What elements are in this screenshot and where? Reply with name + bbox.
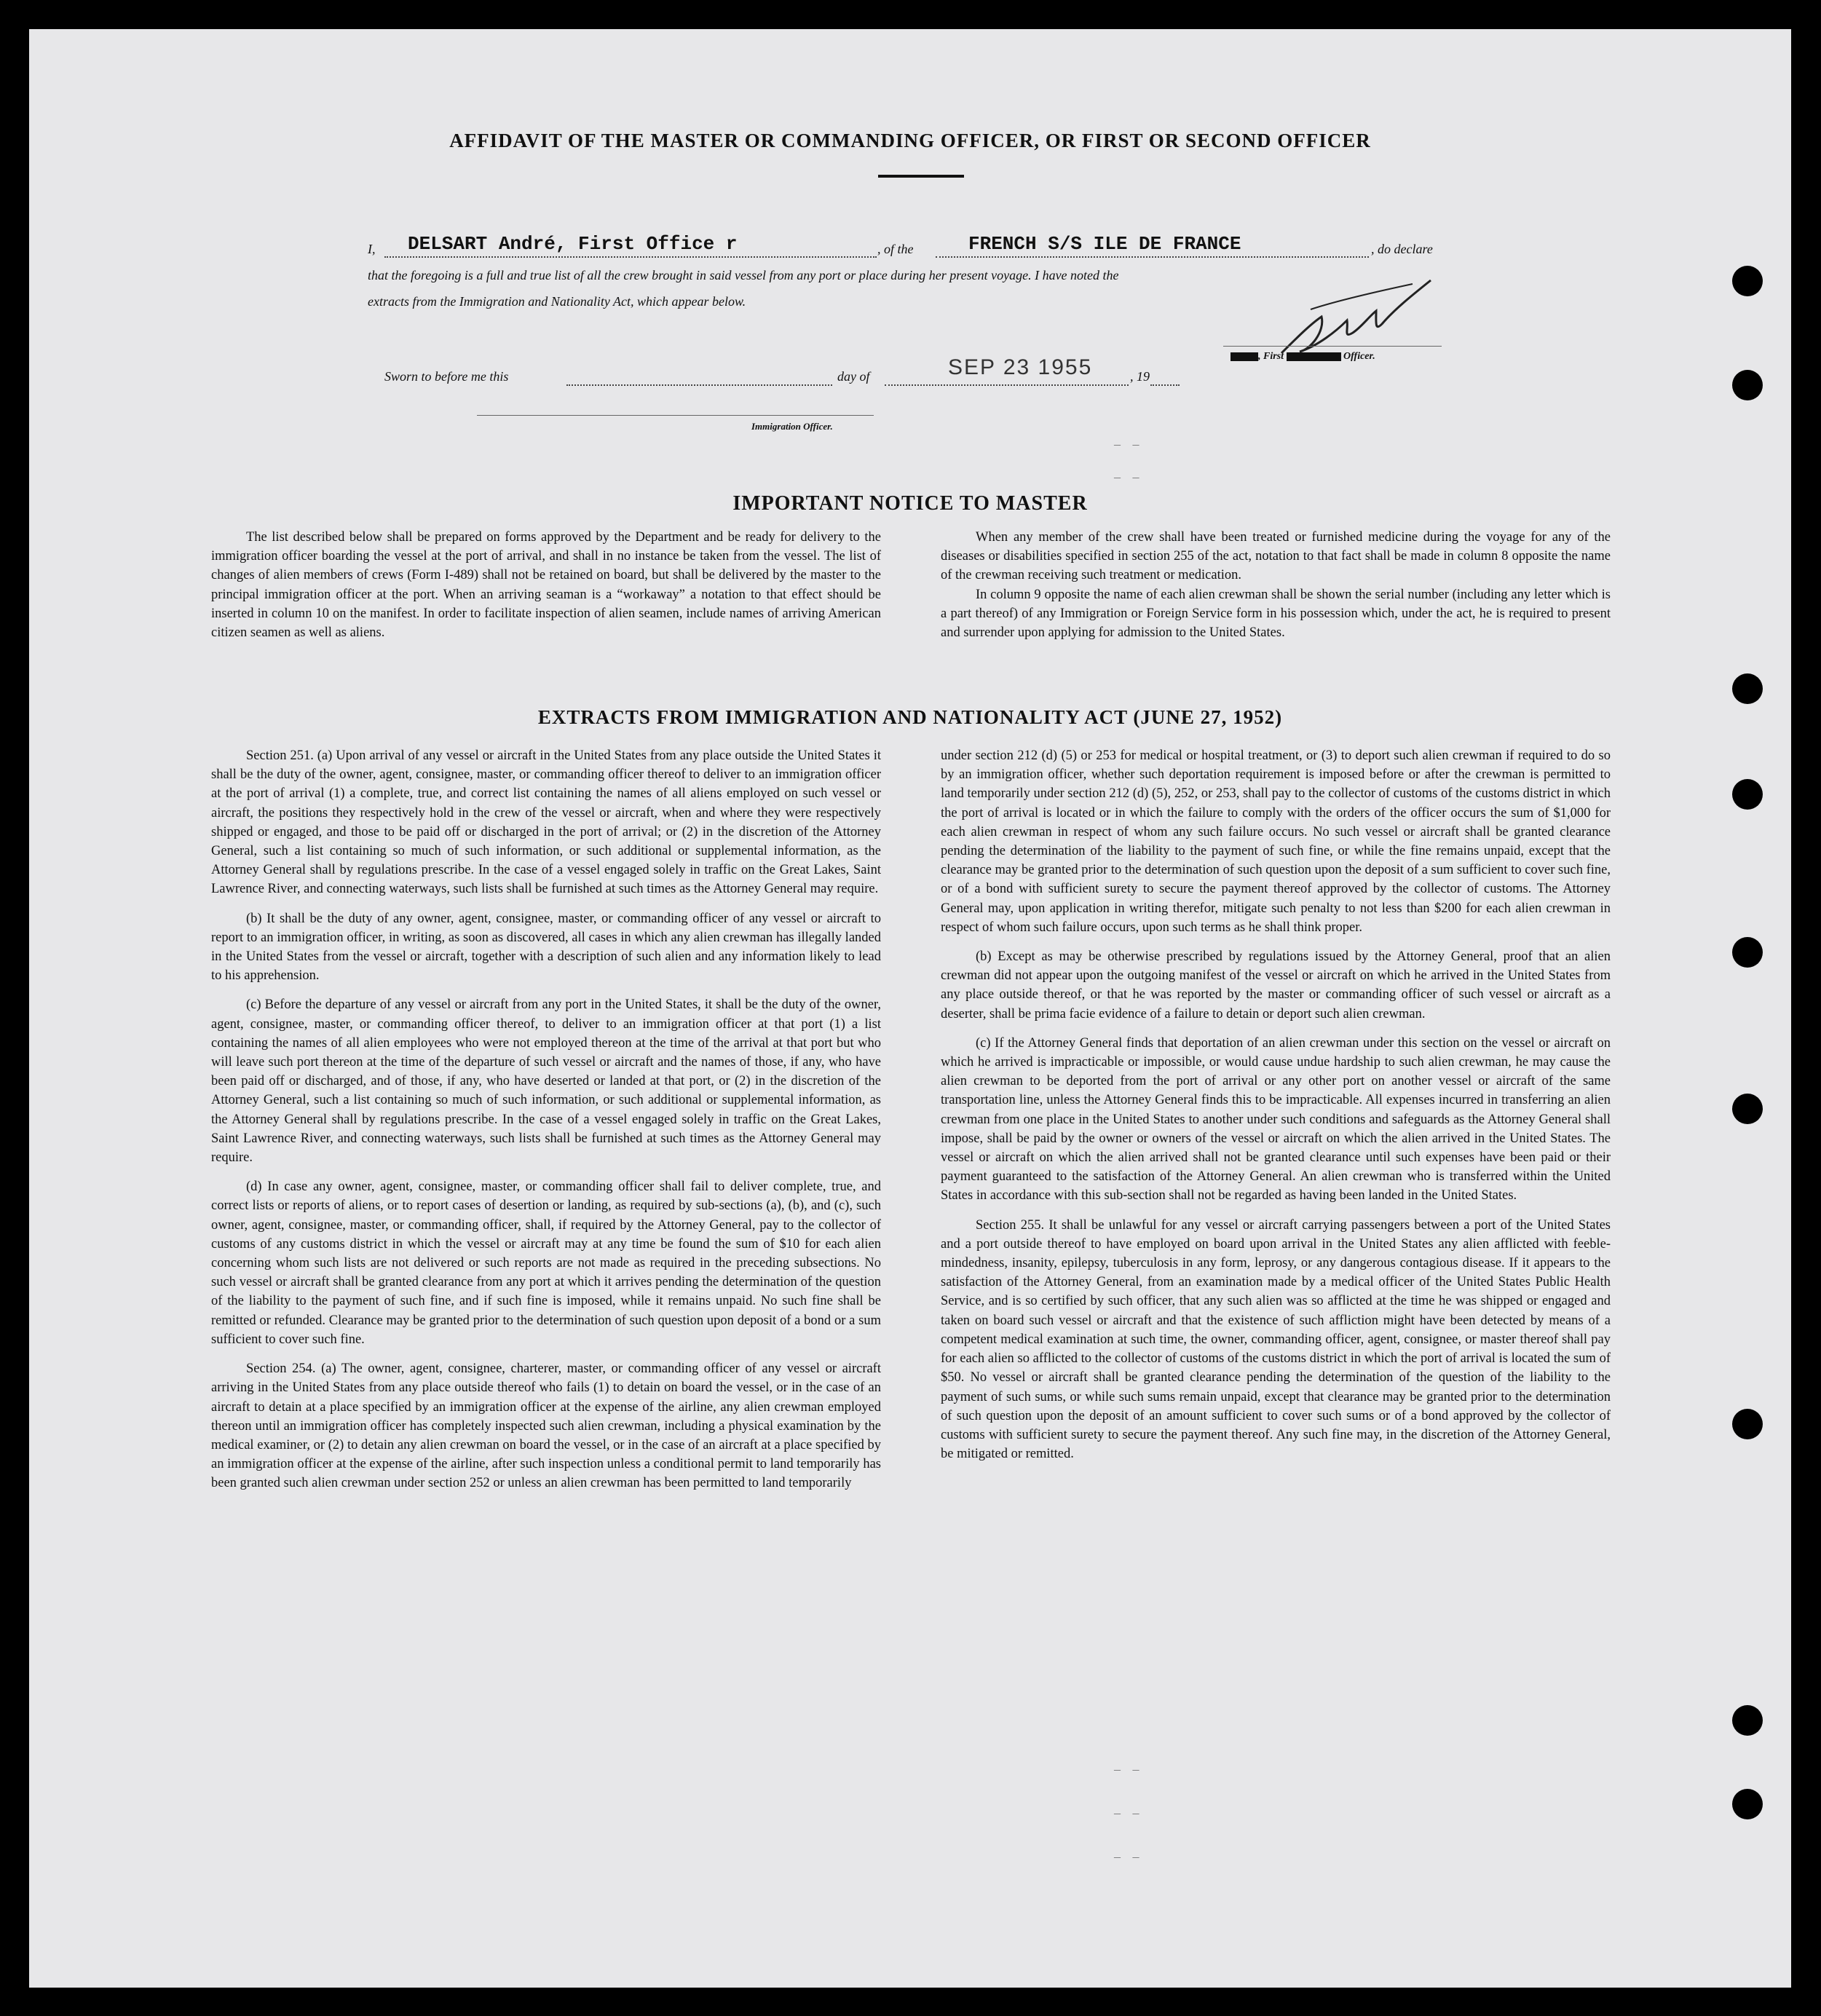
sworn-label: Sworn to before me this: [384, 369, 509, 384]
affidavit-title: AFFIDAVIT OF THE MASTER OR COMMANDING OFFICER, OR FIRST OR SECOND OFFICER: [449, 130, 1371, 151]
vessel-line: [936, 256, 1369, 258]
binder-hole: [1732, 937, 1763, 968]
officer-caption-end: Officer.: [1343, 351, 1375, 362]
section-254c: (c) If the Attorney General finds that deportation of an alien crewman under this section on the vessel or aircraft on which he arrived is impracticable or impossible, or would cause undue hardship to such alien crewman, he may cause the alien crewman to be deported from the port of arrival or any other port on another vessel or aircraft of the same transportation line, unless the Attorney General finds this to be impracticable. All expenses incurred in transferring an alien crewman from one place in the United States to another under such conditions and safeguards as the Attorney General shall impose, shall be paid by the owner or owners of the vessel or aircraft on which the alien arrived in the United States. The vessel or aircraft on which the alien arrived shall not be granted clearance until such expenses have been paid or their payment guaranteed to the satisfaction of the Attorney General. An alien crewman who is transferred within the United States in accordance with this sub-section shall not be regarded as having been landed in the United States.: [941, 1035, 1611, 1203]
declarant-name: DELSART André, First Office r: [408, 233, 738, 255]
binder-hole: [1732, 370, 1763, 400]
i-label: I,: [368, 242, 376, 256]
extracts-left-column: [211, 746, 881, 1503]
notice-right-column: [941, 528, 1611, 652]
extracts-title: EXTRACTS FROM IMMIGRATION AND NATIONALITY ACT (JUNE 27, 1952): [537, 706, 1283, 728]
scan-artifact: – –: [1114, 1806, 1144, 1820]
scan-artifact: – –: [1114, 1762, 1144, 1776]
section-251c: (c) Before the departure of any vessel or aircraft from any port in the United States, it shall be the duty of the owner, agent, consignee, master, or commanding officer thereof, to deliver to an immigration officer at that port (1) a list containing the names of all alien employees who were not employed thereon at the time of the arrival at that port but who will leave such port thereon at the time of the departure of such vessel or aircraft and the names of those, if any, who have been paid off or discharged, and of those, if any, who have deserted or landed at that port, or (2) in the discretion of the Attorney General, such a list containing so much of such information, or such additional or supplemental information, as the Attorney General shall by regulations prescribe. In the case of a vessel engaged solely in traffic on the Great Lakes, Saint Lawrence River, and connecting waterways, such lists shall be furnished at such times as the Attorney General may require.: [211, 997, 881, 1166]
date-stamp: SEP 23 1955: [948, 355, 1093, 379]
section-254b: (b) Except as may be otherwise prescribed by regulations issued by the Attorney General, proof that an alien crewman did not appear upon the outgoing manifest of the vessel or aircraft on which he arrived in the United States from any place outside thereof, or that he was reported by the master or commanding officer of such vessel or aircraft as a deserter, shall be prima facie evidence of a failure to detain or deport such alien crewman.: [941, 949, 1611, 1021]
signature-line: [1223, 346, 1442, 347]
notice-left-paragraph: The list described below shall be prepared on forms approved by the Department and be ready for delivery to the immigration officer boarding the vessel at the port of arrival, and shall in no instance be taken from the vessel. The list of changes of alien members of crews (Form I-489) shall not be retained on board, but shall be delivered by the master to the principal immigration officer at the port. When an arriving seaman is a “workaway” a notation to that effect should be inserted in column 10 on the manifest. In order to facilitate inspection of alien seamen, include names of arriving American citizen seamen as well as aliens.: [211, 530, 881, 641]
declarant-line: [384, 256, 877, 258]
declaration-line-1: that the foregoing is a full and true list of all the crew brought in said vessel from any port or place during her present voyage. I have noted the: [368, 268, 1119, 282]
binder-hole: [1732, 779, 1763, 810]
year-line: [1150, 384, 1180, 386]
section-254a-continued: under section 212 (d) (5) or 253 for medical or hospital treatment, or (3) to deport such alien crewman if required to do so by an immigration officer, whether such deportation requirement is imposed before or after the crewman is permitted to land temporarily under section 212 (d) (5), 252, or 253, shall pay to the collector of customs of the customs district in which the port of arrival is located or in which the failure to comply with the orders of the officer occurs the sum of $1,000 for each alien crewman in respect of whom any such failure occurs. No such vessel or aircraft shall be granted clearance pending the determination of the liability to the payment of such fine, or while the fine remains unpaid, except that the clearance may be granted prior to the determination of such question upon the deposit of a sum sufficient to cover such fine, or of a bond with sufficient surety to secure the payment thereof approved by the collector of customs. The Attorney General may, upon application in writing therefor, mitigate such penalty to not less than $200 for each alien crewman in respect of whom such failure occurs, upon such terms as he shall think proper.: [941, 748, 1611, 935]
scan-artifact: – –: [1114, 1849, 1144, 1864]
notice-title: IMPORTANT NOTICE TO MASTER: [732, 492, 1088, 515]
redaction-mark: [1287, 352, 1341, 361]
binder-hole: [1732, 1789, 1763, 1819]
declaration-line-2: extracts from the Immigration and Nationality Act, which appear below.: [368, 294, 746, 309]
extracts-right-column: [941, 746, 1611, 1474]
section-251d: (d) In case any owner, agent, consignee, master, or commanding officer shall fail to deliver complete, true, and correct lists or reports of aliens, or to report cases of desertion or landing, as required by sub-sections (a), (b), and (c), such owner, agent, consignee, master, or commanding officer, shall, if required by the Attorney General, pay to the collector of customs of any customs district in which the vessel or aircraft may at any time be found the sum of $10 for each alien concerning whom such lists are not delivered or such reports are not made as required in the preceding subsections. No such vessel or aircraft shall be granted clearance from any port at which it arrives pending the determination of the question of the liability to the payment of such fine, and if such fine is imposed, while it remains unpaid. No such fine shall be remitted or refunded. Clearance may be granted prior to the determination of such question upon deposit of a bond or a sum sufficient to cover such fine.: [211, 1179, 881, 1347]
officer-caption-mid: , First: [1258, 351, 1284, 362]
day-of-label: day of: [837, 369, 870, 384]
scan-artifact: – –: [1114, 470, 1144, 484]
do-declare-label: , do declare: [1371, 242, 1433, 256]
redaction-mark: [1231, 352, 1258, 361]
document-page: [29, 29, 1791, 1988]
vessel-name: FRENCH S/S ILE DE FRANCE: [968, 233, 1241, 255]
section-255: Section 255. It shall be unlawful for any vessel or aircraft carrying passengers between a port of the United States and a port outside thereof to have employed on board upon arrival in the United States any alien afflicted with feeble-mindedness, insanity, epilepsy, tuberculosis in any form, leprosy, or any dangerous contagious disease. If it appears to the satisfaction of the Attorney General, from an examination made by a medical officer of the United States Public Health Service, and is so certified by such officer, that any such alien was so afflicted at the time he was shipped or engaged and taken on board such vessel or aircraft and that the existence of such affliction might have been detected by means of a competent medical examination at such time, the owner, commanding officer, agent, consignee, or master thereof shall pay for each alien so afflicted to the collector of customs of the customs district in which the port of arrival is located the sum of $50. No vessel or aircraft shall be granted clearance pending the determination of the question of the liability to the payment of such sums, or while such sums remain unpaid, except that clearance may be granted prior to the determination of such question upon the deposit of an amount sufficient to cover such sums or of a bond approved by the collector of customs with sufficient surety to secure the payment thereof. Any such fine may, in the discretion of the Attorney General, be mitigated or remitted.: [941, 1217, 1611, 1462]
year-label: , 19: [1130, 369, 1150, 384]
binder-hole: [1732, 1409, 1763, 1439]
sworn-day-line: [566, 384, 832, 386]
notice-right-paragraph-2: In column 9 opposite the name of each alien crewman shall be shown the serial number (including any letter which is a part thereof) of any Immigration or Foreign Service form in his possession which, under the act, he is required to present and surrender upon applying for admission to the United States.: [941, 587, 1611, 641]
immigration-officer-label: Immigration Officer.: [751, 421, 833, 432]
notice-right-paragraph-1: When any member of the crew shall have been treated or furnished medicine during the voyage for any of the diseases or disabilities specified in section 255 of the act, notation to that fact shall be made in column 8 opposite the name of the crewman receiving such treatment or medication.: [941, 530, 1611, 583]
binder-hole: [1732, 266, 1763, 296]
immigration-officer-line: [477, 415, 874, 416]
scan-artifact: – –: [1114, 437, 1144, 451]
section-251b: (b) It shall be the duty of any owner, agent, consignee, master, or commanding officer of any vessel or aircraft to report to an immigration officer, in writing, as soon as discovered, all cases in which any alien crewman has illegally landed in the United States from the vessel or aircraft, together with a description of such alien and any information likely to lead to his apprehension.: [211, 911, 881, 984]
officer-caption: [1231, 351, 1375, 363]
of-the-label: , of the: [877, 242, 914, 256]
title-rule: [878, 175, 964, 178]
sworn-month-line: [885, 384, 1129, 386]
section-254a-start: Section 254. (a) The owner, agent, consignee, charterer, master, or commanding officer of any vessel or aircraft arriving in the United States from any place outside thereof who fails (1) to detain on board the vessel, or in the case of an aircraft to detain at a place specified by an immigration officer at the expense of the airline, any alien crewman employed thereon until an immigration officer has completely inspected such alien crewman, including a physical examination by the medical examiner, or (2) to detain any alien crewman on board the vessel, or in the case of an aircraft at a place specified by an immigration officer at the expense of the airline, after such inspection unless a conditional permit to land temporarily has been granted such alien crewman under section 252 or unless an alien crewman has been permitted to land temporarily: [211, 1361, 881, 1491]
section-251a: Section 251. (a) Upon arrival of any vessel or aircraft in the United States from any place outside the United States it shall be the duty of the owner, agent, consignee, master, or commanding officer thereof to deliver to an immigration officer at the port of arrival (1) a complete, true, and correct list containing the names of all aliens employed on such vessel or aircraft, the positions they respectively hold in the crew of the vessel or aircraft, when and where they were respectively shipped or engaged, and those to be paid off or discharged in the port of arrival; or (2) in the discretion of the Attorney General, such a list containing so much of such information, or such additional or supplemental information, as the Attorney General shall by regulations prescribe. In the case of a vessel engaged solely in traffic on the Great Lakes, Saint Lawrence River, and connecting waterways, such lists shall be furnished at such times as the Attorney General may require.: [211, 748, 881, 897]
binder-hole: [1732, 1094, 1763, 1124]
binder-hole: [1732, 1705, 1763, 1736]
binder-hole: [1732, 673, 1763, 704]
